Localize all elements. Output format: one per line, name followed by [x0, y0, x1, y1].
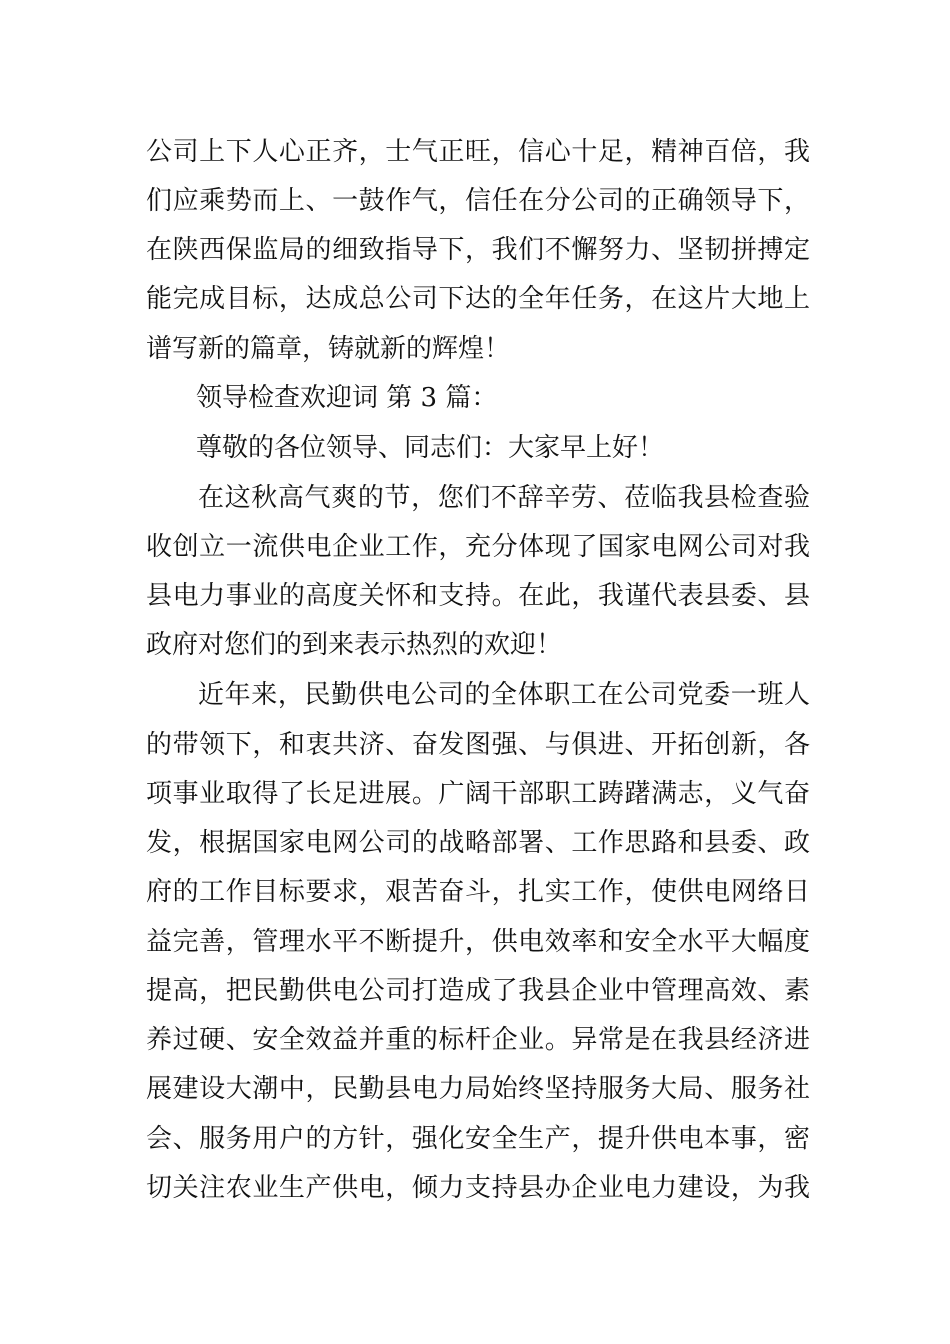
- section-heading: 领导检查欢迎词 第 3 篇：: [196, 383, 498, 413]
- paragraph-line: 公司上下人心正齐，士气正旺，信心十足，精神百倍，我: [146, 137, 810, 167]
- paragraph-line: 会、服务用户的方针，强化安全生产，提升供电本事，密: [146, 1124, 810, 1154]
- paragraph-line: 发，根据国家电网公司的战略部署、工作思路和县委、政: [146, 828, 810, 858]
- paragraph-line: 谱写新的篇章，铸就新的辉煌！: [146, 334, 511, 364]
- paragraph-line: 的带领下，和衷共济、奋发图强、与俱进、开拓创新，各: [146, 730, 810, 760]
- paragraph-line: 近年来，民勤供电公司的全体职工在公司党委一班人: [198, 680, 810, 710]
- paragraph-line: 益完善，管理水平不断提升，供电效率和安全水平大幅度: [146, 927, 810, 957]
- salutation: 尊敬的各位领导、同志们：大家早上好！: [196, 433, 665, 463]
- paragraph-line: 政府对您们的到来表示热烈的欢迎！: [146, 630, 563, 660]
- paragraph-line: 项事业取得了长足进展。广阔干部职工踌躇满志，义气奋: [146, 779, 810, 809]
- paragraph-line: 能完成目标，达成总公司下达的全年任务，在这片大地上: [146, 284, 810, 314]
- paragraph-line: 府的工作目标要求，艰苦奋斗，扎实工作，使供电网络日: [146, 877, 810, 907]
- paragraph-line: 提高，把民勤供电公司打造成了我县企业中管理高效、素: [146, 976, 810, 1006]
- paragraph-line: 们应乘势而上、一鼓作气，信任在分公司的正确领导下，: [146, 186, 810, 216]
- paragraph-line: 展建设大潮中，民勤县电力局始终坚持服务大局、服务社: [146, 1074, 810, 1104]
- paragraph-line: 在这秋高气爽的节，您们不辞辛劳、莅临我县检查验: [198, 483, 810, 513]
- paragraph-line: 收创立一流供电企业工作，充分体现了国家电网公司对我: [146, 532, 810, 562]
- paragraph-line: 县电力事业的高度关怀和支持。在此，我谨代表县委、县: [146, 581, 810, 611]
- paragraph-line: 养过硬、安全效益并重的标杆企业。异常是在我县经济进: [146, 1025, 810, 1055]
- paragraph-line: 在陕西保监局的细致指导下，我们不懈努力、坚韧拼搏定: [146, 235, 810, 265]
- paragraph-line: 切关注农业生产供电，倾力支持县办企业电力建设，为我: [146, 1173, 810, 1203]
